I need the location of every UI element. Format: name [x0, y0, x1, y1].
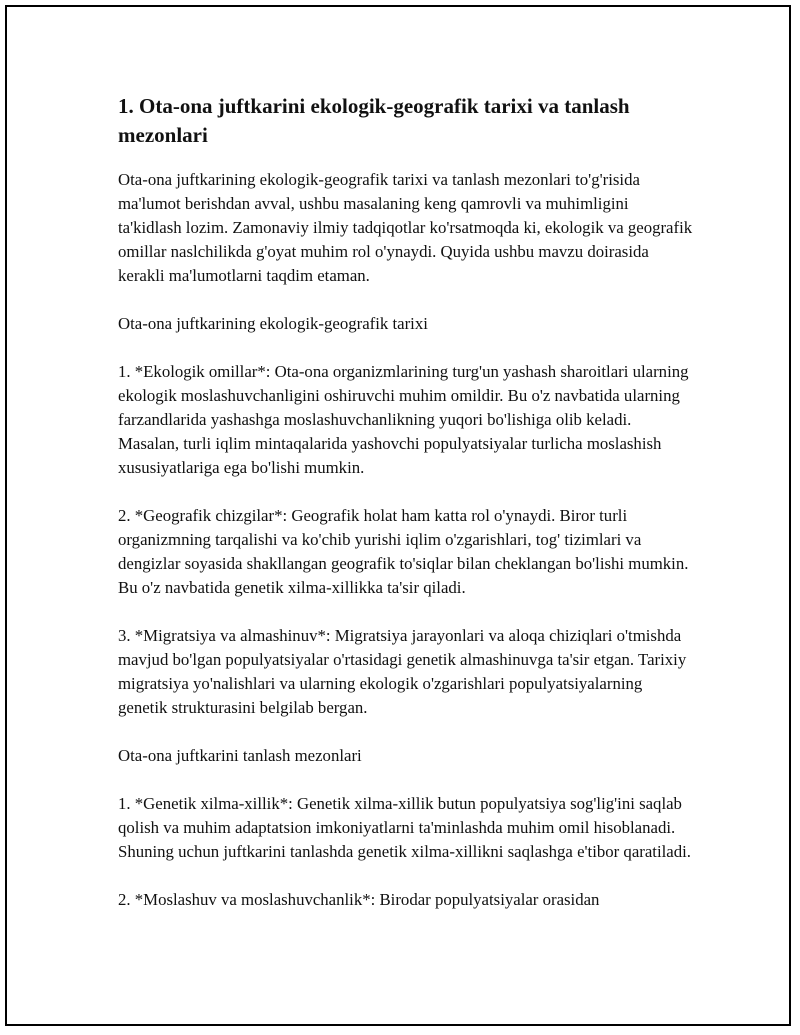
list-item-geographic-features: 2. *Geografik chizgilar*: Geografik holat ham katta rol o'ynaydi. Biror turli organizmning tarqalishi va ko'chib yurishi iqlim o'zgarishlari, tog' tizimlari va dengizlar soyasida shakllangan geografik to'siqlar bilan cheklangan bo'lishi mumkin. Bu o'z navbatida genetik xilma-xillikka ta'sir qiladi.	[118, 506, 689, 597]
document-title: 1. Ota-ona juftkarini ekologik-geografik tarixi va tanlash mezonlari	[118, 94, 630, 147]
list-item-ecological-factors: 1. *Ekologik omillar*: Ota-ona organizmlarining turg'un yashash sharoitlari ularning ekologik moslashuvchanligini oshiruvchi muhim omildir. Bu o'z navbatida ularning farzandlarida yashashga moslashuvchanlikning yuqori bo'lishiga olib keladi. Masalan, turli iqlim mintaqalarida yashovchi populyatsiyalar turlicha moslashish xususiyatlariga ega bo'lishi mumkin.	[118, 362, 689, 477]
list-item-migration-exchange: 3. *Migratsiya va almashinuv*: Migratsiya jarayonlari va aloqa chiziqlari o'tmishda mavjud bo'lgan populyatsiyalar o'rtasidagi genetik almashinuvga ta'sir etgan. Tarixiy migratsiya yo'nalishlari va ularning ekologik o'zgarishlari populyatsiyalarning genetik strukturasini belgilab bergan.	[118, 626, 687, 717]
list-item-genetic-diversity: 1. *Genetik xilma-xillik*: Genetik xilma-xillik butun populyatsiya sog'lig'ini saqlab qolish va muhim adaptatsion imkoniyatlarni ta'minlashda muhim omil hisoblanadi. Shuning uchun juftkarini tanlashda genetik xilma-xillikni saqlashga e'tibor qaratiladi.	[118, 794, 691, 861]
section-heading-history: Ota-ona juftkarining ekologik-geografik tarixi	[118, 314, 428, 333]
document-body	[118, 92, 693, 936]
intro-paragraph: Ota-ona juftkarining ekologik-geografik tarixi va tanlash mezonlari to'g'risida ma'lumot berishdan avval, ushbu masalaning keng qamrovli va muhimligini ta'kidlash lozim. Zamonaviy ilmiy tadqiqotlar ko'rsatmoqda ki, ekologik va geografik omillar naslchilikda g'oyat muhim rol o'ynaydi. Quyida ushbu mavzu doirasida kerakli ma'lumotlarni taqdim etaman.	[118, 170, 693, 285]
list-item-adaptation: 2. *Moslashuv va moslashuvchanlik*: Birodar populyatsiyalar orasidan	[118, 890, 600, 909]
section-heading-selection-criteria: Ota-ona juftkarini tanlash mezonlari	[118, 746, 362, 765]
